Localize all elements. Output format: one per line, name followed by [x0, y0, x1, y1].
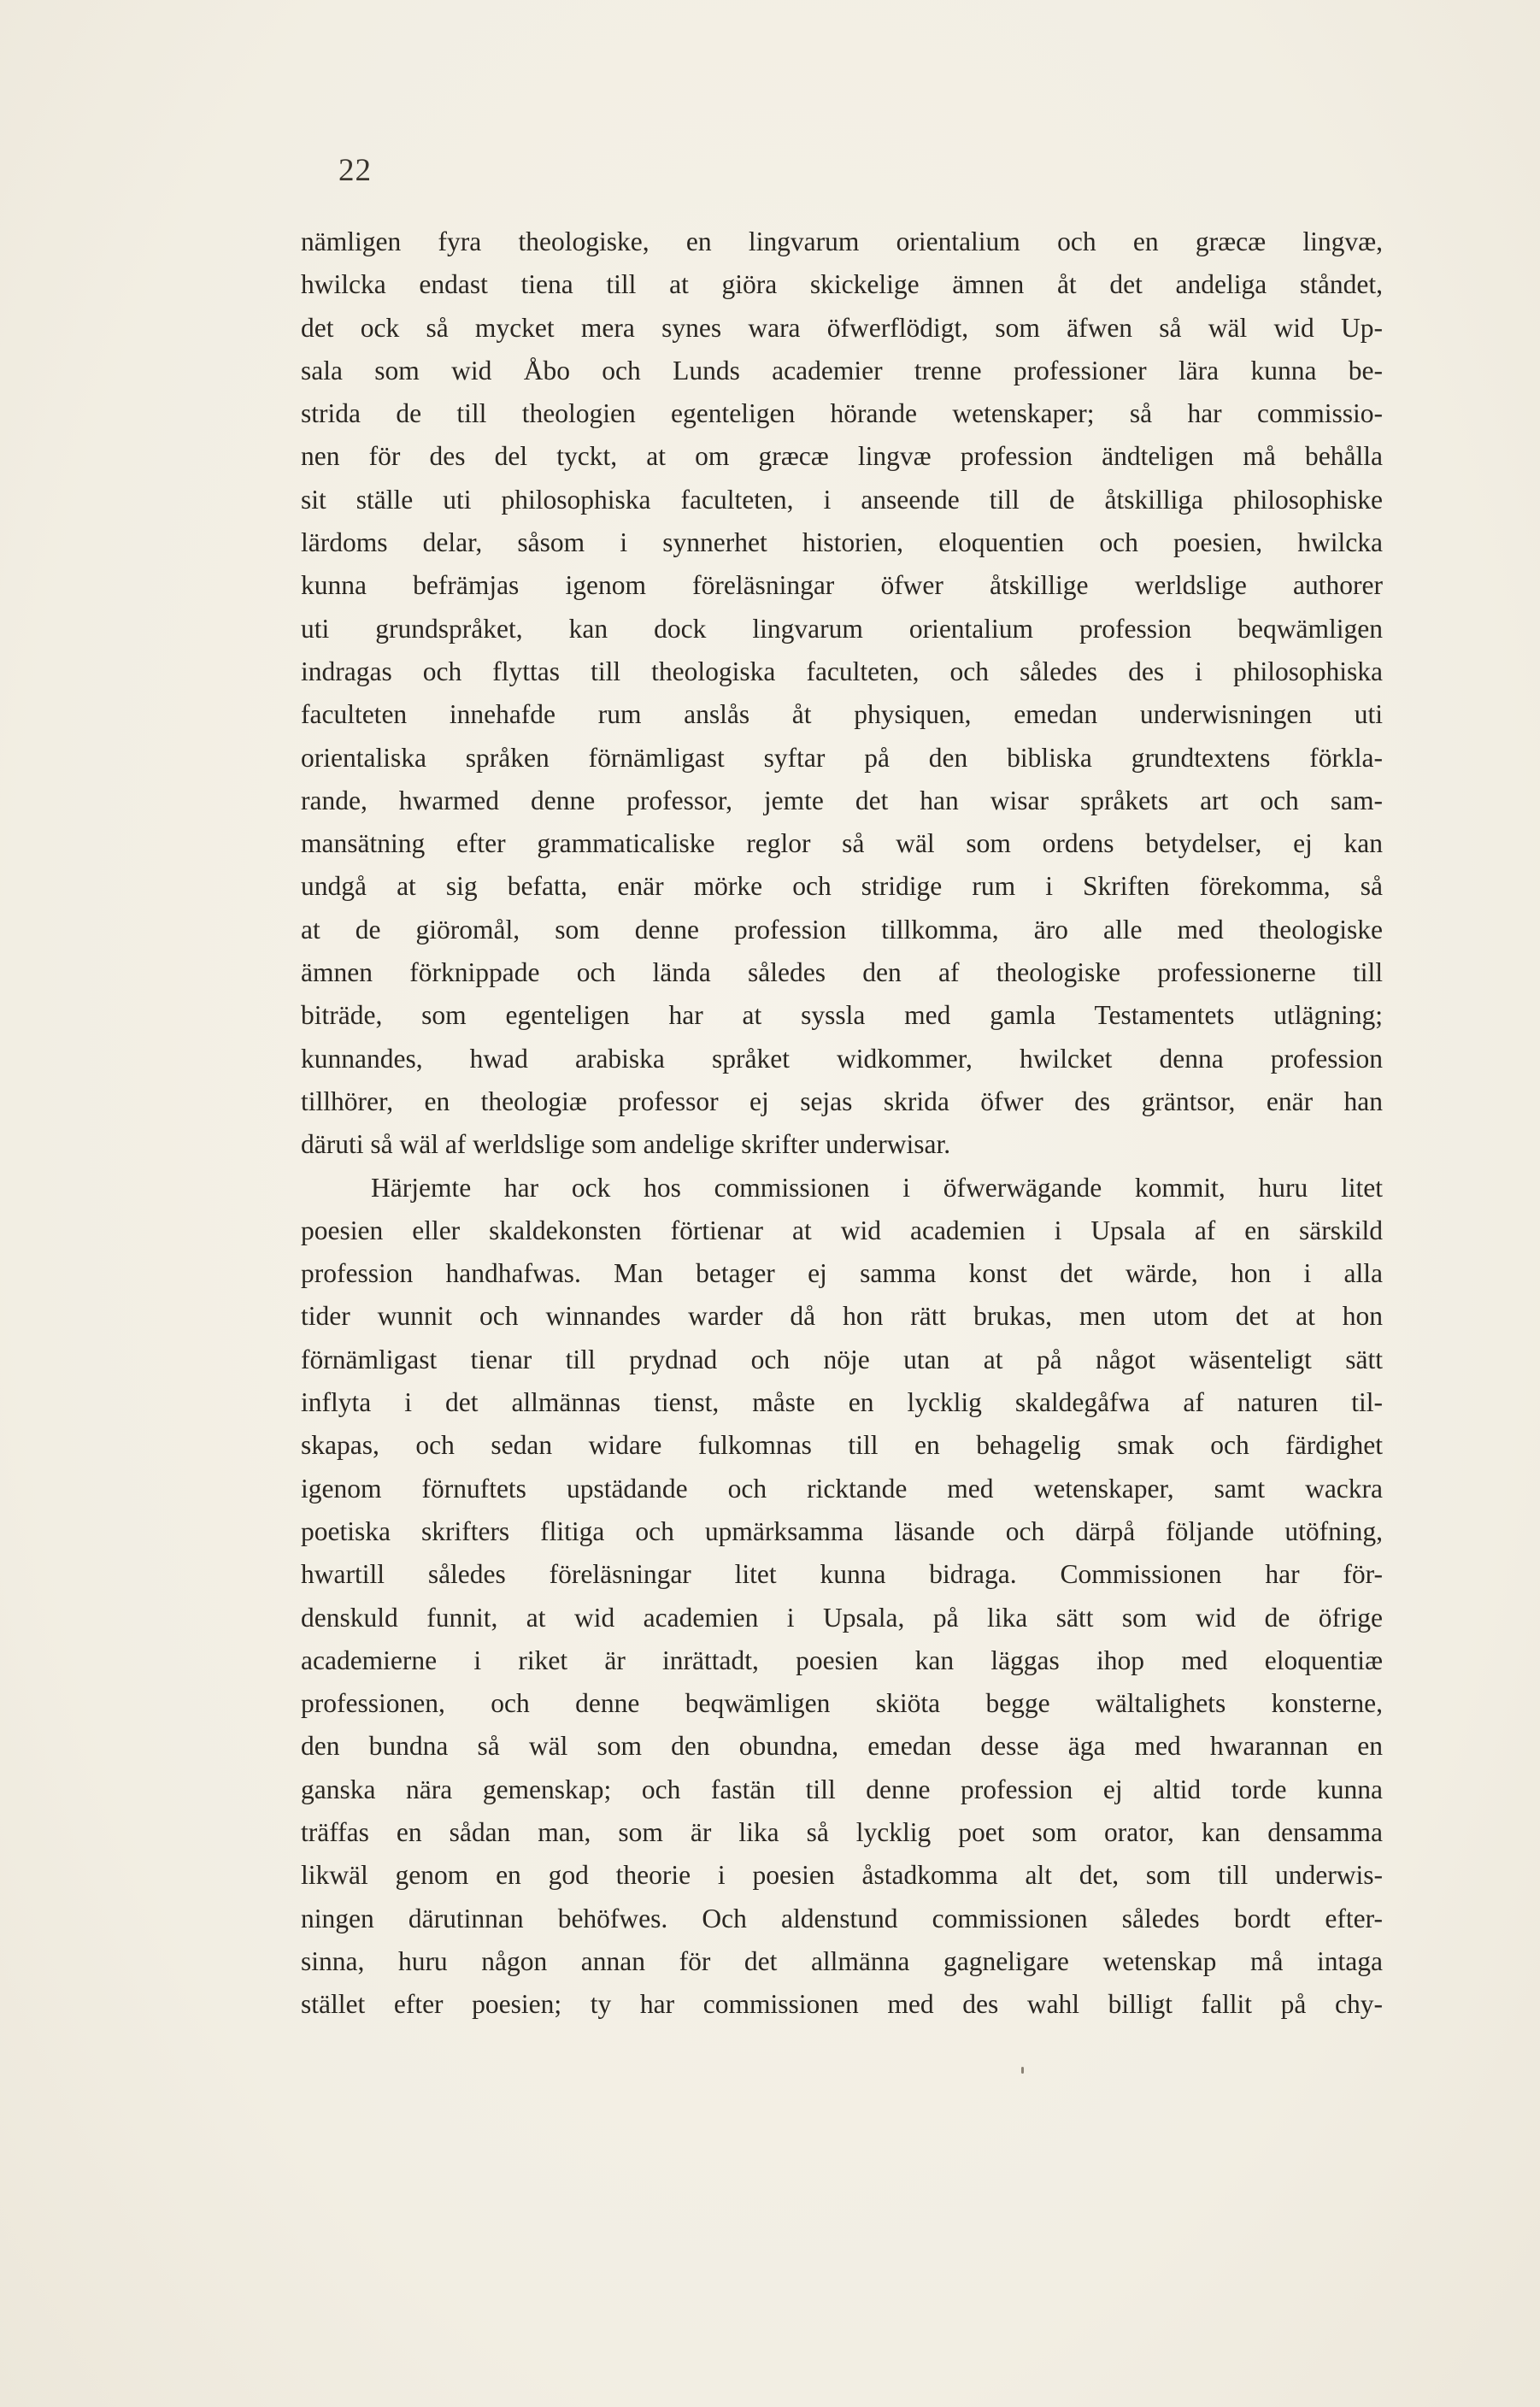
paragraph-2	[301, 1167, 1383, 2027]
page-number: 22	[338, 153, 372, 188]
text-line: rande, hwarmed denne professor, jemte det han wisar språkets art och sam-	[301, 785, 1383, 815]
text-line: denskuld funnit, at wid academien i Upsala, på lika sätt som wid de öfrige	[301, 1602, 1383, 1633]
text-line: nämligen fyra theologiske, en lingvarum orientalium och en græcæ lingvæ,	[301, 227, 1383, 256]
text-line: biträde, som egenteligen har at syssla med gamla Testamentets utlägning;	[301, 1000, 1383, 1031]
text-line: inflyta i det allmännas tienst, måste en lycklig skaldegåfwa af naturen til-	[301, 1387, 1383, 1418]
text-line: tillhörer, en theologiæ professor ej sejas skrida öfwer des gräntsor, enär han	[301, 1086, 1383, 1116]
text-line: lärdoms delar, såsom i synnerhet historien, eloquentien och poesien, hwilcka	[301, 527, 1383, 558]
text-line: profession handhafwas. Man betager ej samma konst det wärde, hon i alla	[301, 1258, 1383, 1289]
text-line: det ock så mycket mera synes wara öfwerflödigt, som äfwen så wäl wid Up-	[301, 312, 1383, 343]
text-line: sinna, huru någon annan för det allmänna gagneligare wetenskap må intaga	[301, 1945, 1383, 1976]
text-line: stället efter poesien; ty har commissionen med des wahl billigt fallit på chy-	[301, 1989, 1383, 2020]
text-line: sit ställe uti philosophiska faculteten, i anseende till de åtskilliga philosophiske	[301, 484, 1383, 515]
text-line: skapas, och sedan widare fulkomnas till en behagelig smak och färdighet	[301, 1430, 1383, 1461]
text-line: tider wunnit och winnandes warder då hon rätt brukas, men utom det at hon	[301, 1301, 1383, 1332]
text-line: professionen, och denne beqwämligen skiöta begge wältalighets konsterne,	[301, 1688, 1383, 1719]
text-line: orientaliska språken förnämligast syftar på den bibliska grundtextens förkla-	[301, 742, 1383, 773]
text-line: faculteten innehafde rum anslås åt physiquen, emedan underwisningen uti	[301, 699, 1383, 730]
text-line: likwäl genom en god theorie i poesien åstadkomma alt det, som till underwis-	[301, 1860, 1383, 1891]
text-line: sala som wid Åbo och Lunds academier trenne professioner lära kunna be-	[301, 355, 1383, 385]
text-line: hwilcka endast tiena till at giöra skickelige ämnen åt det andeliga ståndet,	[301, 269, 1383, 300]
paragraph-1	[301, 221, 1383, 1167]
text-line: igenom förnuftets upstädande och ricktande med wetenskaper, samt wackra	[301, 1473, 1383, 1504]
text-line: kunnandes, hwad arabiska språket widkommer, hwilcket denna profession	[301, 1043, 1383, 1074]
text-line: Härjemte har ock hos commissionen i öfwerwägande kommit, huru litet	[371, 1172, 1383, 1203]
text-line: ningen därutinnan behöfwes. Och aldenstund commissionen således bordt efter-	[301, 1903, 1383, 1933]
text-line: träffas en sådan man, som är lika så lycklig poet som orator, kan densamma	[301, 1816, 1383, 1847]
text-line: indragas och flyttas till theologiska faculteten, och således des i philosophiska	[301, 656, 1383, 686]
text-line: strida de till theologien egenteligen hörande wetenskaper; så har commissio-	[301, 398, 1383, 429]
text-line: mansätning efter grammaticaliske reglor så wäl som ordens betydelser, ej kan	[301, 828, 1383, 859]
text-line: ämnen förknippade och lända således den af theologiske professionerne till	[301, 957, 1383, 988]
text-line: academierne i riket är inrättadt, poesien kan läggas ihop med eloquentiæ	[301, 1645, 1383, 1675]
text-line: at de giöromål, som denne profession tillkomma, äro alle med theologiske	[301, 914, 1383, 945]
text-line: den bundna så wäl som den obundna, emedan desse äga med hwarannan en	[301, 1731, 1383, 1762]
paper-speck	[1021, 2067, 1024, 2074]
text-line: undgå at sig befatta, enär mörke och stridige rum i Skriften förekomma, så	[301, 871, 1383, 902]
text-line: poetiska skrifters flitiga och upmärksamma läsande och därpå följande utöfning,	[301, 1515, 1383, 1546]
text-line: ganska nära gemenskap; och fastän till denne profession ej altid torde kunna	[301, 1774, 1383, 1804]
text-line: uti grundspråket, kan dock lingvarum orientalium profession beqwämligen	[301, 613, 1383, 644]
text-line: poesien eller skaldekonsten förtienar at wid academien i Upsala af en särskild	[301, 1215, 1383, 1245]
text-line: kunna befrämjas igenom föreläsningar öfwer åtskillige werldslige authorer	[301, 570, 1383, 601]
text-line: förnämligast tienar till prydnad och nöje utan at på något wäsenteligt sätt	[301, 1344, 1383, 1374]
text-line: hwartill således föreläsningar litet kunna bidraga. Commissionen har för-	[301, 1559, 1383, 1590]
text-line: nen för des del tyckt, at om græcæ lingvæ profession ändteligen må behålla	[301, 441, 1383, 472]
body-text	[301, 221, 1383, 2026]
text-line: däruti så wäl af werldslige som andelige skrifter underwisar.	[301, 1129, 951, 1160]
